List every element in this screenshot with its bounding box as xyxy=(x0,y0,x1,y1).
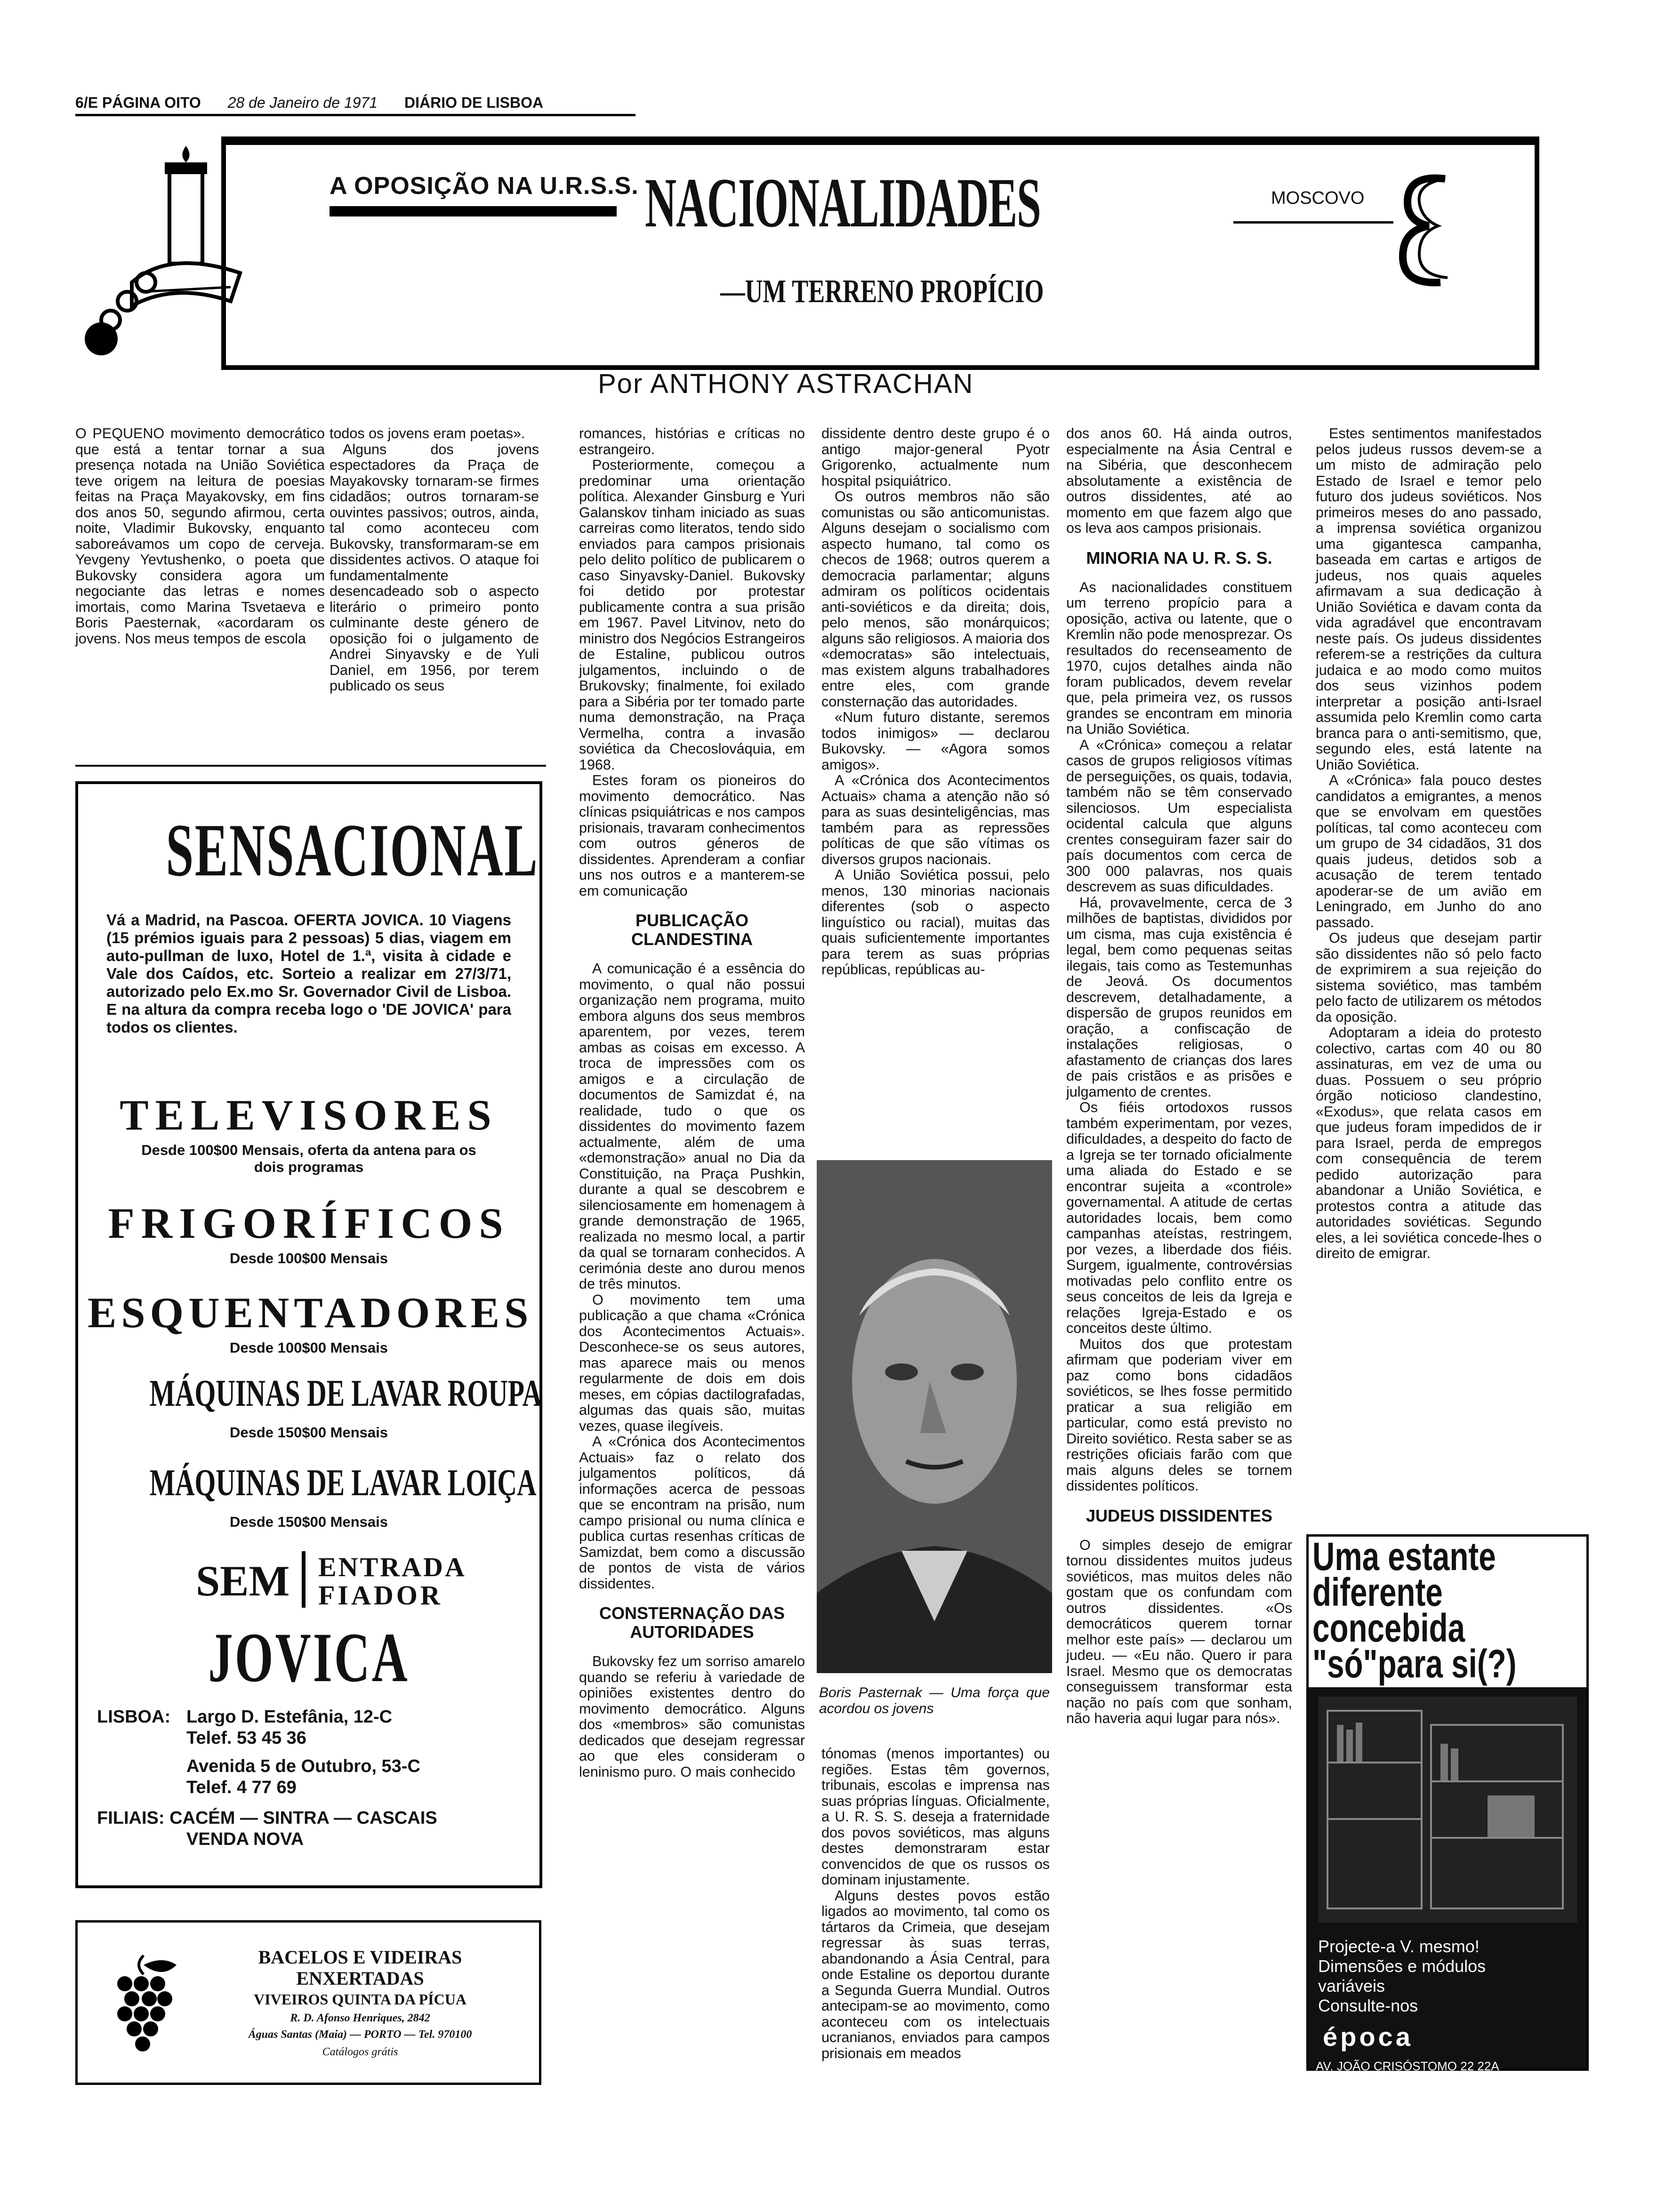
subheading-judeus: JUDEUS DISSIDENTES xyxy=(1086,1506,1273,1525)
ad-fiador: FIADOR xyxy=(318,1580,443,1611)
article-paragraph: tónomas (menos importantes) ou regiões. Estas têm governos, tribunais, escolas e imprensa nas suas próprias línguas. Oficialmente, a U. R. S. S. deseja a fraternidade dos povos soviéticos, mas alguns destes demonstraram estar convencidos de que os russos os dominam injustamente. xyxy=(821,1746,1050,1888)
vine-line-3: VIVEIROS QUINTA DA PÍCUA xyxy=(254,1991,467,2008)
article-column-1 xyxy=(75,426,325,647)
vine-line-5: Águas Santas (Maia) — PORTO — Tel. 970100 xyxy=(248,2028,472,2041)
epoca-advertisement xyxy=(1306,1534,1589,2087)
article-paragraph: O simples desejo de emigrar tornou dissidentes muitos judeus soviéticos, mas muitos deles não gostam que os confundam com outros dissidentes. «Os democráticos querem tornar melhor este país» — declarou um judeu. — «Eu não. Quero ir para Israel. Mesmo que os democratas conseguissem transformar esta nação no país com que sonham, não haveria aqui lugar para nós». xyxy=(1066,1537,1292,1726)
ad-phone-2: Telef. 4 77 69 xyxy=(186,1778,297,1797)
ad-line-2: Dimensões e módulos xyxy=(1318,1956,1486,1976)
vine-advertisement xyxy=(75,1920,541,2085)
vine-line-1: BACELOS E VIDEIRAS xyxy=(258,1947,462,1968)
article-paragraph: Os outros membros não são comunistas ou são anticomunistas. Alguns desejam o socialismo com aspecto humano, tal como os checos de 1968; outros querem a democracia parlamentar; alguns admiram os políticos ocidentais anti-soviéticos e da direita; dois, pelo menos, são monárquicos; alguns são religiosos. A maioria dos «democratas» são intelectuais, mas existem alguns trabalhadores entre eles, com grande consternação das autoridades. xyxy=(821,489,1050,710)
article-paragraph: Alguns destes povos estão ligados ao movimento, tal como os tártaros da Crimeia, que desejam regressar às suas terras, abandonando a Ásia Central, para onde Estaline os deportou durante a Segunda Guerra Mundial. Outros antecipam-se ao movimento, como aconteceu com os intelectuais ucranianos, enviados para campos prisionais em meados xyxy=(821,1887,1050,2061)
ad-item-televisores: TELEVISORES xyxy=(120,1091,498,1139)
vine-line-4: R. D. Afonso Henriques, 2842 xyxy=(290,2012,430,2024)
ad-body: Vá a Madrid, na Pascoa. OFERTA JOVICA. 10 Viagens (15 prémios iguais para 2 pessoas) 5 dias, viagem em auto-pullman de luxo, Hotel de 1.ª, visita à cidade e Vale dos Caídos, etc. Sorteio a realizar em 27/3/71, autorizado pelo Ex.mo Sr. Governador Civil de Lisboa. E na altura da compra receba logo o 'DE JOVICA' para todos os clientes. xyxy=(106,911,511,1036)
subheading-publicacao: PUBLICAÇÃO CLANDESTINA xyxy=(631,911,753,949)
vine-line-2: ENXERTADAS xyxy=(296,1968,424,1989)
ad-divider xyxy=(302,1551,306,1608)
article-paragraph: O movimento tem uma publicação a que chama «Crónica dos Acontecimentos Actuais». Desconhece-se os seus autores, mas aparece mais ou menos regularmente de dois em dois meses, em cópias dactilografadas, algumas das quais são, muitas vezes, quase ilegíveis. xyxy=(579,1291,805,1434)
article-column-6 xyxy=(1316,426,1542,1262)
ad-item-price: Desde 100$00 Mensais xyxy=(229,1250,388,1266)
ad-line-3: variáveis xyxy=(1318,1976,1385,1996)
article-column-5 xyxy=(1066,426,1292,1727)
subheading-consternacao: CONSTERNAÇÃO DAS AUTORIDADES xyxy=(599,1603,785,1642)
ad-address-line-2: a 50 m. do Metrop. "Saldanha" xyxy=(1316,2073,1482,2087)
ad-item-esquentadores: ESQUENTADORES xyxy=(88,1289,533,1337)
article-paragraph: Adoptaram a ideia do protesto colectivo, cartas com 40 ou 80 assinaturas, em vez de uma ou duas. Possuem o seu próprio órgão noticioso clandestino, «Exodus», que relata casos em que judeus foram impedidos de ir para Israel, perda de empregos com consequência de terem pedido autorização para abandonar a União Soviética, e protestos contra a atitude das autoridades soviéticas. Segundo eles, a lei soviética concede-lhes o direito de emigrar. xyxy=(1316,1025,1542,1261)
ad-item-price: Desde 100$00 Mensais xyxy=(229,1339,388,1356)
dateline-rule xyxy=(1233,221,1393,224)
page-number: 6/E PÁGINA OITO xyxy=(75,94,201,111)
ad-line-1: Projecte-a V. mesmo! xyxy=(1318,1937,1480,1956)
article-column-3 xyxy=(579,426,805,1780)
ad-address-line-1: AV. JOÃO CRISÓSTOMO 22 22A xyxy=(1316,2059,1499,2073)
newspaper-name: DIÁRIO DE LISBOA xyxy=(404,94,544,111)
ad-line-4: Consulte-nos xyxy=(1318,1996,1418,2015)
subheading-minoria: MINORIA NA U. R. S. S. xyxy=(1086,548,1272,568)
ad-address-2: Avenida 5 de Outubro, 53-C xyxy=(186,1756,420,1776)
article-paragraph: Alguns dos jovens espectadores da Praça de Mayakovsky tornaram-se firmes cidadãos; outros tornaram-se ouvintes passivos; outros, ainda, tal como aconteceu com Bukovsky, transformaram-se em dissidentes activos. O ataque foi fundamentalmente desencadeado sob o aspecto literário o primeiro ponto culminante deste género de oposição foi o julgamento de Andrei Sinyavsky e de Yuli Daniel, em 1956, por terem publicado os seus xyxy=(330,441,539,694)
byline: Por ANTHONY ASTRACHAN xyxy=(598,369,974,399)
vine-line-6: Catálogos grátis xyxy=(322,2046,398,2058)
article-column-4-continued xyxy=(821,1746,1050,2061)
article-paragraph: romances, histórias e críticas no estrangeiro. xyxy=(579,425,805,457)
portrait-photo xyxy=(817,1160,1052,1673)
ad-phone-1: Telef. 53 45 36 xyxy=(186,1728,306,1748)
grapes-icon xyxy=(106,1951,181,2064)
ad-address-1: Largo D. Estefânia, 12-C xyxy=(186,1707,393,1727)
article-paragraph: A «Crónica dos Acontecimentos Actuais» chama a atenção não só para as suas desinteligências, mas também para as repressões políticas de que são vítimas os diversos grupos nacionais. xyxy=(821,772,1050,867)
ad-entrada: ENTRADA xyxy=(318,1552,467,1582)
ad-brand: JOVICA xyxy=(208,1619,410,1697)
ad-headline: SENSACIONAL xyxy=(166,808,539,892)
ad-sem: SEM xyxy=(196,1557,290,1605)
column-rule xyxy=(75,765,546,767)
ad-item-lavar-roupa: MÁQUINAS DE LAVAR ROUPA xyxy=(149,1373,542,1414)
article-paragraph: Os judeus que desejam partir são dissidentes não só pelo facto de exprimirem a sua rejeição do sistema soviético, mas também pelo facto de utilizarem os métodos da oposição. xyxy=(1316,930,1542,1025)
ad-branches: FILIAIS: CACÉM — SINTRA — CASCAIS xyxy=(97,1808,437,1828)
ad-item-price: Desde 150$00 Mensais xyxy=(229,1514,388,1530)
masthead-rule xyxy=(75,114,635,116)
ad-header-area xyxy=(1309,1534,1586,1687)
ad-headline-1: Uma estante xyxy=(1312,1534,1496,1579)
ad-brand: época xyxy=(1323,2022,1413,2052)
subheadline: —UM TERRENO PROPÍCIO xyxy=(720,273,1044,310)
bookshelf-illustration xyxy=(1318,1697,1577,1923)
article-paragraph: A «Crónica» começou a relatar casos de grupos religiosos vítimas de perseguições, os quais, todavia, também não se têm conservado silenciosos. Um especialista ocidental calcula que alguns crentes conseguiram fazer sair do país documentos com cerca de 300 000 palavras, nos quais descrevem as suas dificuldades. xyxy=(1066,737,1292,895)
article-paragraph: Muitos dos que protestam afirmam que poderiam viver em paz como bons cidadãos soviéticos, se lhes fosse permitido praticar a sua religião em particular, como está previsto no Direito soviético. Resta saber se as restrições oficiais farão com que mais alguns deles se tornem dissidentes políticos. xyxy=(1066,1336,1292,1494)
article-paragraph: Bukovsky fez um sorriso amarelo quando se referiu à variedade de opiniões existentes dentro do movimento democrático. Alguns dos «membros» são comunistas dedicados que desejam regressar ao que eles consideram o leninismo puro. O mais conhecido xyxy=(579,1653,805,1780)
article-paragraph: dos anos 60. Há ainda outros, especialmente na Ásia Central e na Sibéria, que desconhecem absolutamente a existência de outros dissidentes, até ao momento em que fazem algo que os leva aos campos prisionais. xyxy=(1066,425,1292,536)
ad-item-price: Desde 100$00 Mensais, oferta da antena para os dois programas xyxy=(141,1142,476,1175)
ad-headline-4: "só"para si(?) xyxy=(1312,1642,1517,1686)
article-paragraph: Posteriormente, começou a predominar uma orientação política. Alexander Ginsburg e Yuri Galanskov tinham iniciado as suas carreiras como literatos, tendo sido enviados para campos prisionais pelo delito político de publicarem o caso Sinyavsky-Daniel. Bukovsky foi detido por protestar publicamente contra a sua prisão em 1967. Pavel Litvinov, neto do ministro dos Negócios Estrangeiros de Estaline, publicou outros julgamentos, incluindo o de Brukovsky; finalmente, foi exilado para a Sibéria por ter tomado parte numa demonstração, na Praça Vermelha, contra a invasão soviética da Checoslováquia, em 1968. xyxy=(579,457,805,773)
article-column-2 xyxy=(330,426,539,694)
ad-headline-2: diferente xyxy=(1312,1570,1443,1614)
article-paragraph: Há, provavelmente, cerca de 3 milhões de baptistas, divididos por um cisma, mas cuja existência é legal, bem como pequenas seitas ilegais, tais como as Testemunhas de Jeová. Os documentos descrevem, detalhadamente, a dispersão de grupos reunidos em oração, a confiscação de instalações religiosas, o afastamento de crianças dos lares de pais cristãos e as prisões e julgamento de crentes. xyxy=(1066,894,1292,1100)
photo-caption: Boris Pasternak — Uma força que acordou os jovens xyxy=(819,1685,1050,1716)
article-paragraph: Os fiéis ortodoxos russos também experimentam, por vezes, dificuldades, a despeito do facto de a Igreja se ter tornado oficialmente uma aliada do Estado e se encontrar sujeita a «controle» governamental. A atitude de certas autoridades locais, bem como campanhas ateístas, restringem, por vezes, a liberdade dos fiéis. Surgem, igualmente, controvérsias motivadas pelo conflito entre os seus conceitos de leis da Igreja e relações Igreja-Estado e os conceitos deste último. xyxy=(1066,1099,1292,1336)
article-paragraph: A «Crónica dos Acontecimentos Actuais» faz o relato dos julgamentos políticos, dá informações acerca de pessoas que se encontram na prisão, num campo prisional ou numa clínica e publica curtas resenhas críticas de Samizdat, bem como a discussão de pontos de vista de vários dissidentes. xyxy=(579,1434,805,1592)
article-paragraph: As nacionalidades constituem um terreno propício para a oposição, activa ou latente, que o Kremlin não pode menosprezar. Os resultados do recenseamento de 1970, cujos detalhes ainda não foram publicados, devem revelar que, pela primeira vez, os russos grandes se encontram em minoria na União Soviética. xyxy=(1066,579,1292,737)
headline: NACIONALIDADES xyxy=(645,164,1041,242)
article-column-4 xyxy=(821,426,1050,978)
dateline: MOSCOVO xyxy=(1271,188,1365,208)
section-logo-icon xyxy=(1393,169,1469,292)
article-paragraph: A «Crónica» fala pouco destes candidatos a emigrantes, a menos que se envolvam em questões políticas, tal como aconteceu com um grupo de 34 cidadãos, 31 dos quais judeus, detidos sob a acusação de terem tentado apoderar-se de um avião em Leningrado, em Junho do ano passado. xyxy=(1316,772,1542,930)
ad-address xyxy=(1316,2059,1499,2087)
article-paragraph: A União Soviética possui, pelo menos, 130 minorias nacionais diferentes (sob o aspecto linguístico ou racial), muitas das quais suficientemente importantes para terem as suas próprias repúblicas, repúblicas au- xyxy=(821,867,1050,978)
jovica-advertisement xyxy=(75,781,542,1888)
article-paragraph: O PEQUENO movimento democrático que está a tentar tornar a sua presença notada na União Soviética teve origem na leitura de poesias feitas na Praça Mayakovsky, em fins dos anos 50, segundo afirmou, certa noite, Vladimir Bukovsky, enquanto saboreávamos um copo de cerveja. Yevgeny Yevtushenko, o poeta que Bukovsky considera agora um negociante das letras e nomes imortais, como Marina Tsvetaeva e Boris Paesternak, «acordaram os jovens. Nos meus tempos de escola xyxy=(75,425,325,647)
ad-branches-2: VENDA NOVA xyxy=(186,1829,304,1849)
ad-text xyxy=(1318,1937,1486,2016)
ad-item-frigorificos: FRIGORÍFICOS xyxy=(108,1199,510,1247)
ad-item-lavar-loica: MÁQUINAS DE LAVAR LOIÇA xyxy=(149,1462,537,1504)
article-paragraph: A comunicação é a essência do movimento, o qual não possui organização nem programa, muito embora alguns dos seus membros aparentem, por vezes, terem ambas as coisas em excesso. A troca de impressões com os amigos e a circulação de documentos de Samizdat é, na realidade, tudo o que os dissidentes do movimento fazem actualmente, além de uma «demonstração» anual no Dia da Constituição, na Praça Pushkin, durante a qual se descobrem e silenciosamente em homenagem à grande demonstração de 1965, realizada no mesmo local, a partir da qual se tornaram conhecidos. A cerimónia deste ano durou menos de três minutos. xyxy=(579,961,805,1292)
article-paragraph: Estes sentimentos manifestados pelos judeus russos devem-se a um misto de admiração pelo Estado de Israel e temor pelo futuro dos judeus soviéticos. Nos primeiros meses do ano passado, a imprensa soviética organizou uma gigantesca campanha, baseada em cartas e artigos de judeus, nos quais aqueles afirmavam a sua dedicação à União Soviética e davam conta da vida agradável que encontravam neste país. Os judeus dissidentes referem-se a restrições da cultura judaica e ao modo como muitos dos seus vizinhos podem interpretar a posição anti-Israel assumida pelo Kremlin como carta branca para o anti-semitismo, que, segundo eles, está latente na União Soviética. xyxy=(1316,425,1542,773)
article-paragraph: «Num futuro distante, seremos todos inimigos» — declarou Bukovsky. — «Agora somos amigos». xyxy=(821,709,1050,773)
ad-item-price: Desde 150$00 Mensais xyxy=(229,1424,388,1441)
ad-headline-3: concebida xyxy=(1312,1606,1465,1650)
kicker: A OPOSIÇÃO NA U.R.S.S. xyxy=(330,172,639,200)
masthead xyxy=(75,94,566,114)
article-paragraph: todos os jovens eram poetas». xyxy=(330,425,525,441)
issue-date: 28 de Janeiro de 1971 xyxy=(227,94,378,111)
kicker-rule xyxy=(330,206,617,216)
ad-lisboa-label: LISBOA: xyxy=(97,1707,171,1727)
article-paragraph: dissidente dentro deste grupo é o antigo major-general Pyotr Grigorenko, actualmente num hospital psiquiátrico. xyxy=(821,425,1050,489)
article-paragraph: Estes foram os pioneiros do movimento democrático. Nas clínicas psiquiátricas e nos campos prisionais, travaram conhecimentos com outros géneros de dissidentes. Aprenderam a confiar uns nos outros e a manterem-se em comunicação xyxy=(579,772,805,899)
